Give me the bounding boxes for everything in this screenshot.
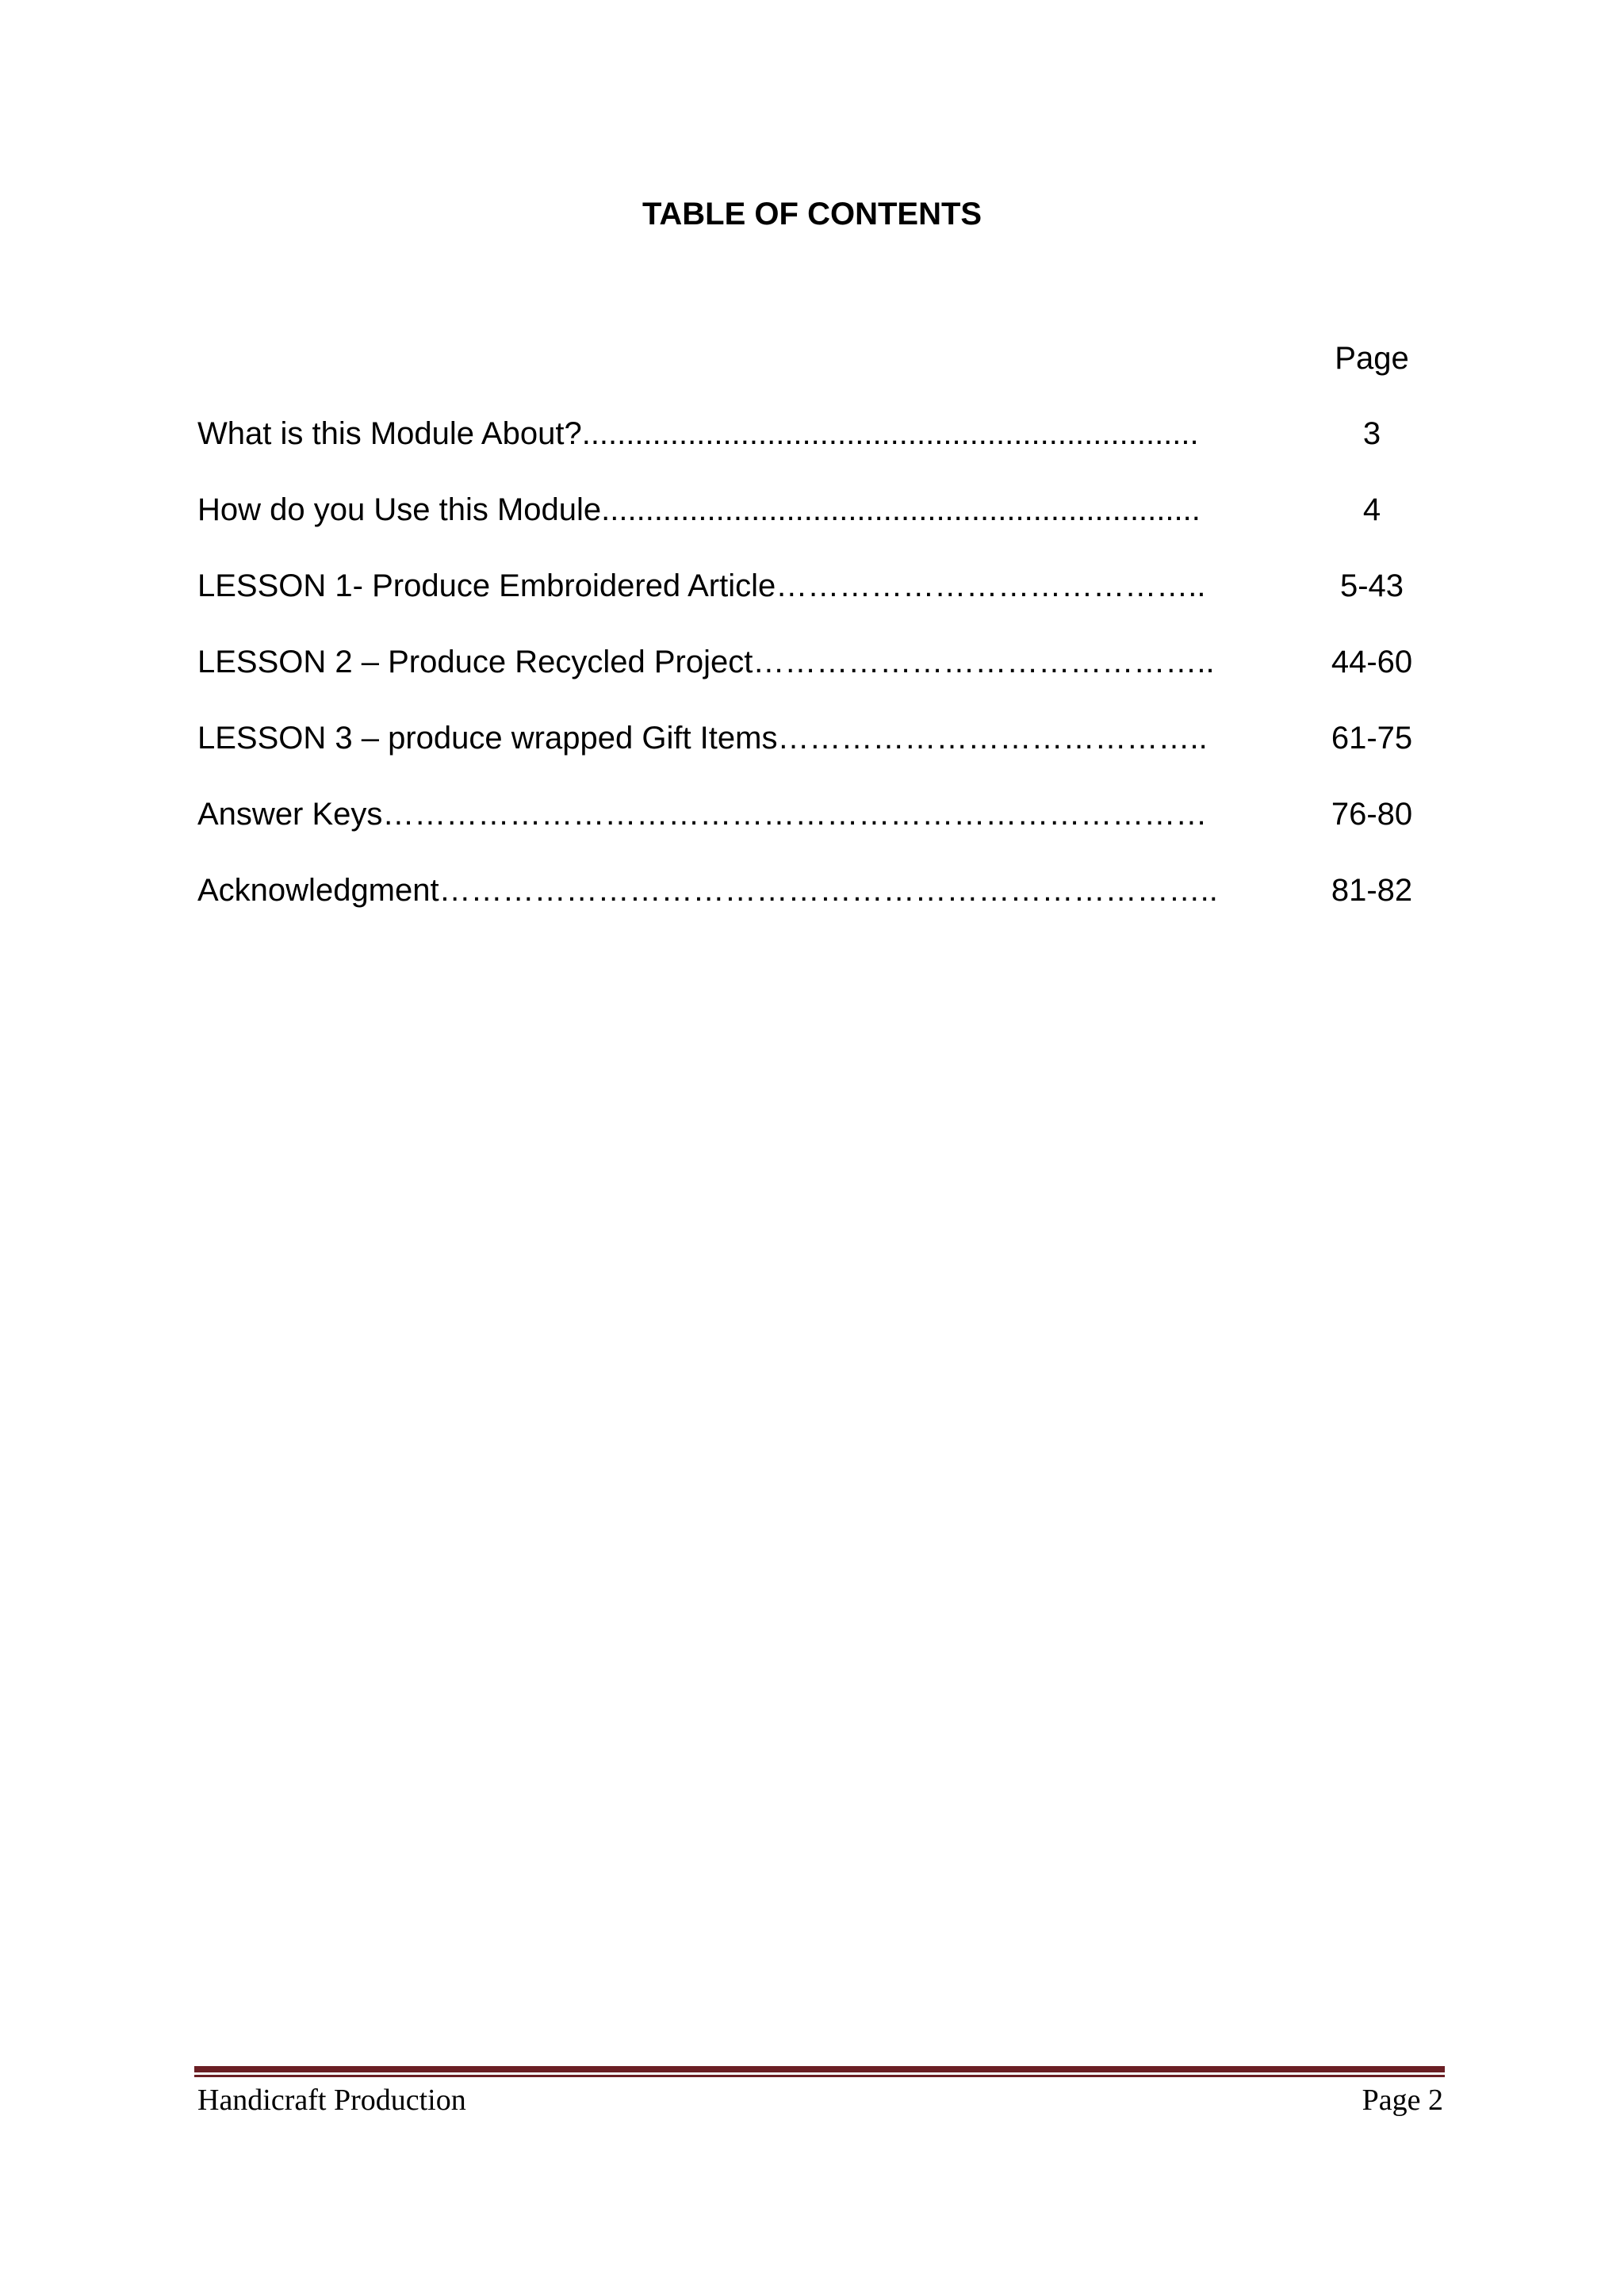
toc-entry-text: What is this Module About?...................................................................... [197,416,1199,451]
toc-entry [197,795,1466,871]
toc-entry-page: 76-80 [1331,797,1413,832]
toc-entry [197,643,1466,719]
toc-entry [197,491,1466,567]
footer-rule-thick [194,2066,1445,2072]
toc-entry-text: LESSON 3 – produce wrapped Gift Items………………………………….. [197,721,1208,756]
toc-entry-page: 4 [1362,492,1381,527]
footer-rule [194,2066,1445,2077]
page-title: TABLE OF CONTENTS [642,197,982,232]
footer-rule-thin [194,2075,1445,2077]
toc-entry-text: Answer Keys…………………………………………………………………… [197,797,1208,832]
toc-entry [197,871,1466,947]
toc-entry-page: 81-82 [1331,873,1413,908]
toc-entry-text: How do you Use this Module.................................................................... [197,492,1201,527]
footer-module-title: Handicraft Production [197,2084,466,2117]
toc-list [197,415,1466,947]
toc-entry-text: Acknowledgment……………………………………………………………….. [197,873,1218,908]
toc-entry-page: 61-75 [1331,721,1413,756]
toc-entry [197,567,1466,643]
footer-page-number: Page 2 [1362,2084,1443,2117]
toc-entry-page: 5-43 [1339,568,1404,603]
toc-entry [197,415,1466,491]
toc-entry-text: LESSON 2 – Produce Recycled Project…………………………………….. [197,645,1215,679]
toc-entry-page: 44-60 [1331,645,1413,679]
toc-entry [197,719,1466,795]
toc-entry-text: LESSON 1- Produce Embroidered Article………………………………….. [197,568,1206,603]
toc-entry-page: 3 [1362,416,1381,451]
page-column-header: Page [1335,341,1409,376]
